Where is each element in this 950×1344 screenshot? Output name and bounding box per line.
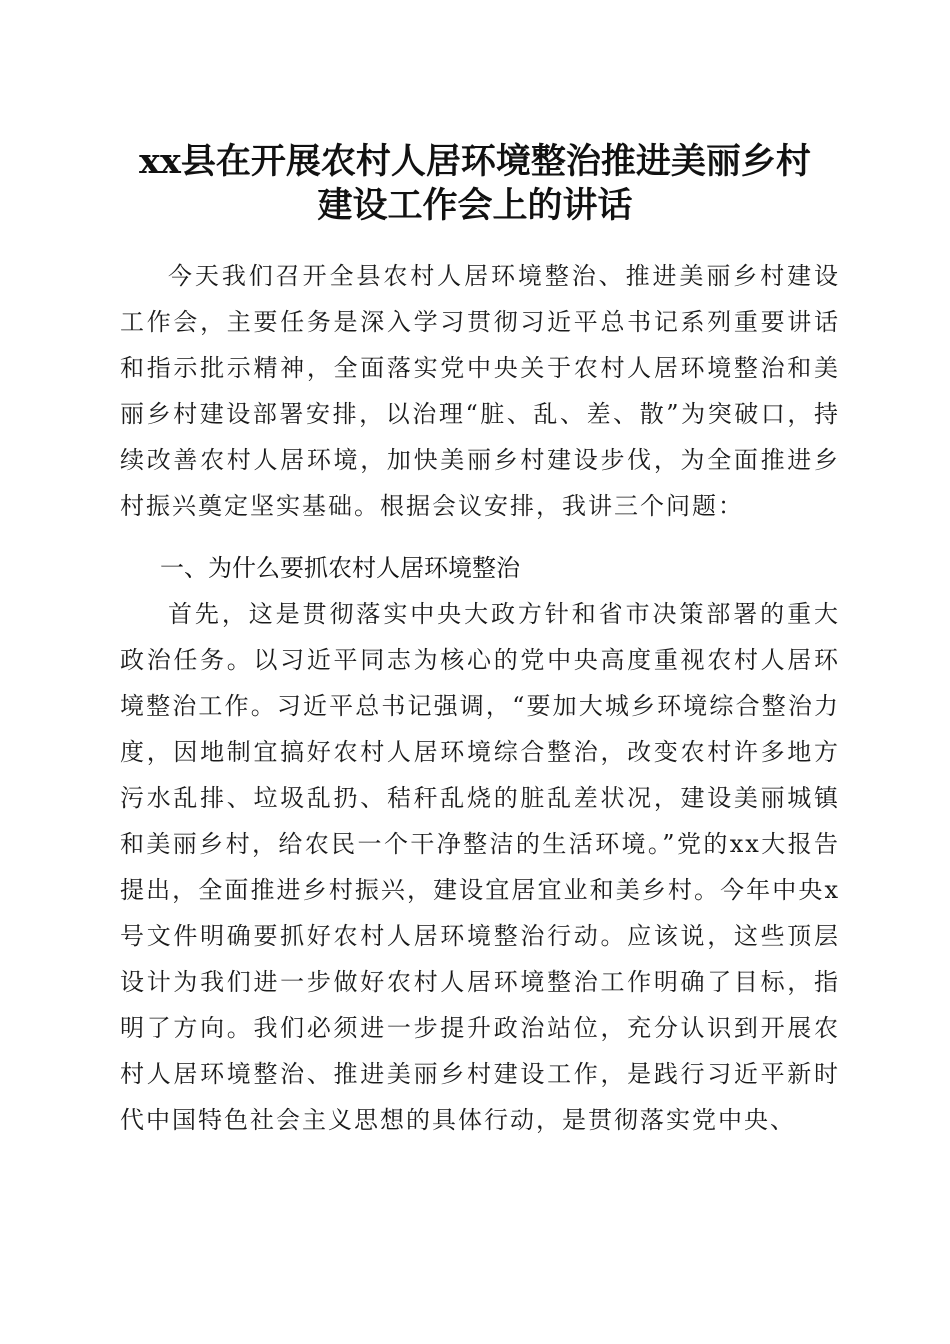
document-title-line-1: xx县在开展农村人居环境整治推进美丽乡村: [139, 141, 811, 182]
document-title-line-2: 建设工作会上的讲话: [317, 185, 633, 226]
intro-paragraph: 今天我们召开全县农村人居环境整治、推进美丽乡村建设工作会，主要任务是深入学习贯彻习近平总书记系列重要讲话和指示批示精神，全面落实党中央关于农村人居环境整治和美丽乡村建设部署安排，以治理“脏、乱、差、散”为突破口，持续改善农村人居环境，加快美丽乡村建设步伐，为全面推进乡村振兴奠定坚实基础。根据会议安排，我讲三个问题：: [120, 262, 840, 520]
section-1-paragraph: 首先，这是贯彻落实中央大政方针和省市决策部署的重大政治任务。以习近平同志为核心的党中央高度重视农村人居环境整治工作。习近平总书记强调，“要加大城乡环境综合整治力度，因地制宜搞好农村人居环境综合整治，改变农村许多地方污水乱排、垃圾乱扔、秸秆乱烧的脏乱差状况，建设美丽城镇和美丽乡村，给农民一个干净整洁的生活环境。”党的xx大报告提出，全面推进乡村振兴，建设宜居宜业和美乡村。今年中央x号文件明确要抓好农村人居环境整治行动。应该说，这些顶层设计为我们进一步做好农村人居环境整治工作明确了目标，指明了方向。我们必须进一步提升政治站位，充分认识到开展农村人居环境整治、推进美丽乡村建设工作，是践行习近平新时代中国特色社会主义思想的具体行动，是贯彻落实党中央、: [120, 600, 840, 1134]
section-heading-1: 一、为什么要抓农村人居环境整治: [160, 554, 520, 582]
